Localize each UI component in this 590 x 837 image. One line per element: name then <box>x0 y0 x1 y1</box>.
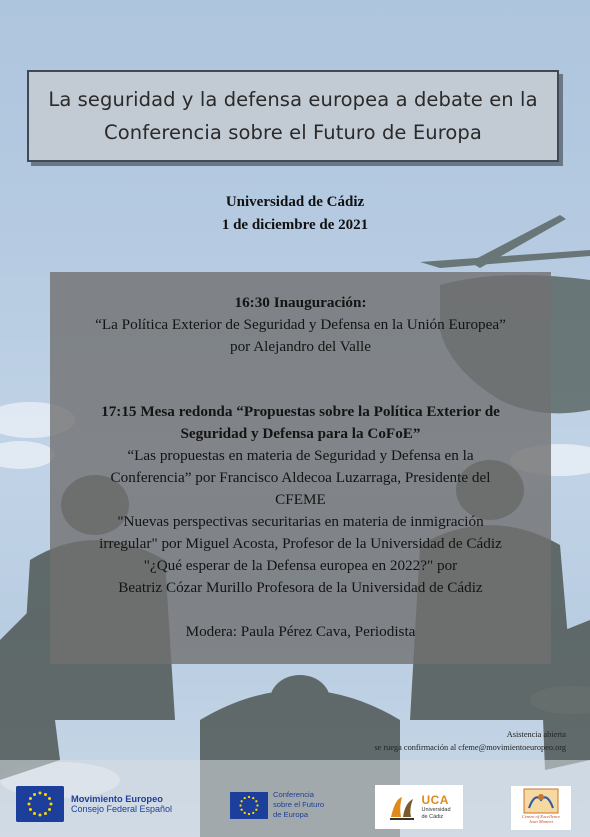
rsvp-note <box>374 728 566 754</box>
title-box <box>27 70 559 162</box>
eu-star-icon <box>244 796 246 798</box>
jean-monnet-logo <box>511 786 571 830</box>
event-date: 1 de diciembre de 2021 <box>221 217 369 233</box>
uca-line1: Universidad <box>421 807 451 813</box>
eu-star-icon <box>50 803 53 806</box>
uca-logo <box>375 785 463 829</box>
cofoe-line2: sobre el Futuro <box>273 800 325 809</box>
moderator: Modera: Paula Pérez Cava, Periodista <box>185 623 416 640</box>
eu-star-icon <box>33 793 36 796</box>
eu-star-icon <box>44 793 47 796</box>
session2-line: “Las propuestas en materia de Seguridad y Defensa en la <box>127 447 474 464</box>
eu-star-icon <box>248 795 250 797</box>
uca-name: UCA <box>421 793 449 807</box>
session1-speaker: por Alejandro del Valle <box>229 338 371 355</box>
session2-line: Conferencia” por Francisco Aldecoa Luzarraga, Presidente del <box>110 469 491 486</box>
session2-heading-line2: Seguridad y Defensa para la CoFoE” <box>180 425 421 442</box>
program-box <box>50 272 551 664</box>
jean-monnet-emblem-icon <box>523 788 559 814</box>
eu-star-icon <box>244 811 246 813</box>
cofoe-line3: de Europa <box>273 810 309 819</box>
eu-star-icon <box>255 808 257 810</box>
eu-star-icon <box>240 808 242 810</box>
session2-line: "Nuevas perspectivas securitarias en materia de inmigración <box>117 513 484 530</box>
venue-university: Universidad de Cádiz <box>225 194 365 210</box>
movimiento-europeo-logo <box>16 783 176 825</box>
eu-star-icon <box>248 812 250 814</box>
eu-star-icon <box>44 812 47 815</box>
uca-line2: de Cádiz <box>421 814 444 820</box>
eu-flag-icon <box>16 786 64 822</box>
eu-star-icon <box>48 808 51 811</box>
eu-star-icon <box>33 812 36 815</box>
jean-monnet-line1: Centro of Excellence <box>521 814 561 819</box>
event-title: La seguridad y la defensa europea a debate en la Conferencia sobre el Futuro de Europa <box>48 88 538 144</box>
movimiento-europeo-name: Movimiento Europeo <box>71 794 163 804</box>
eu-star-icon <box>240 800 242 802</box>
session1-talk-title: “La Política Exterior de Seguridad y Defensa en la Unión Europea” <box>95 316 506 333</box>
eu-star-icon <box>28 803 31 806</box>
uca-emblem-icon <box>387 791 417 823</box>
eu-star-icon <box>255 800 257 802</box>
jean-monnet-line2: Jean Monnet <box>529 819 553 824</box>
eu-star-icon <box>29 797 32 800</box>
movimiento-europeo-sub: Consejo Federal Español <box>71 804 173 814</box>
session2-line: "¿Qué esperar de la Defensa europea en 2022?" por <box>143 557 458 574</box>
eu-star-icon <box>39 814 42 817</box>
cofoe-logo <box>230 786 340 824</box>
session2-heading-line1: 17:15 Mesa redonda “Propuestas sobre la Política Exterior de <box>101 403 500 420</box>
eu-star-icon <box>39 792 42 795</box>
eu-star-icon <box>239 804 241 806</box>
eu-star-icon <box>29 808 32 811</box>
session1-heading: 16:30 Inauguración: <box>234 294 367 311</box>
eu-star-icon <box>252 796 254 798</box>
eu-star-icon <box>252 811 254 813</box>
rsvp-line1: Asistencia abierta <box>506 730 566 739</box>
session2-line: Beatriz Cózar Murillo Profesora de la Universidad de Cádiz <box>118 579 483 596</box>
eu-flag-icon <box>230 792 268 819</box>
session2-line: irregular" por Miguel Acosta, Profesor de la Universidad de Cádiz <box>99 535 502 552</box>
cofoe-line1: Conferencia <box>273 790 314 799</box>
session2-line: CFEME <box>275 491 326 508</box>
rsvp-line2: se ruega confirmación al cfeme@movimientoeuropeo.org <box>374 743 566 752</box>
eu-star-icon <box>256 804 258 806</box>
eu-star-icon <box>48 797 51 800</box>
